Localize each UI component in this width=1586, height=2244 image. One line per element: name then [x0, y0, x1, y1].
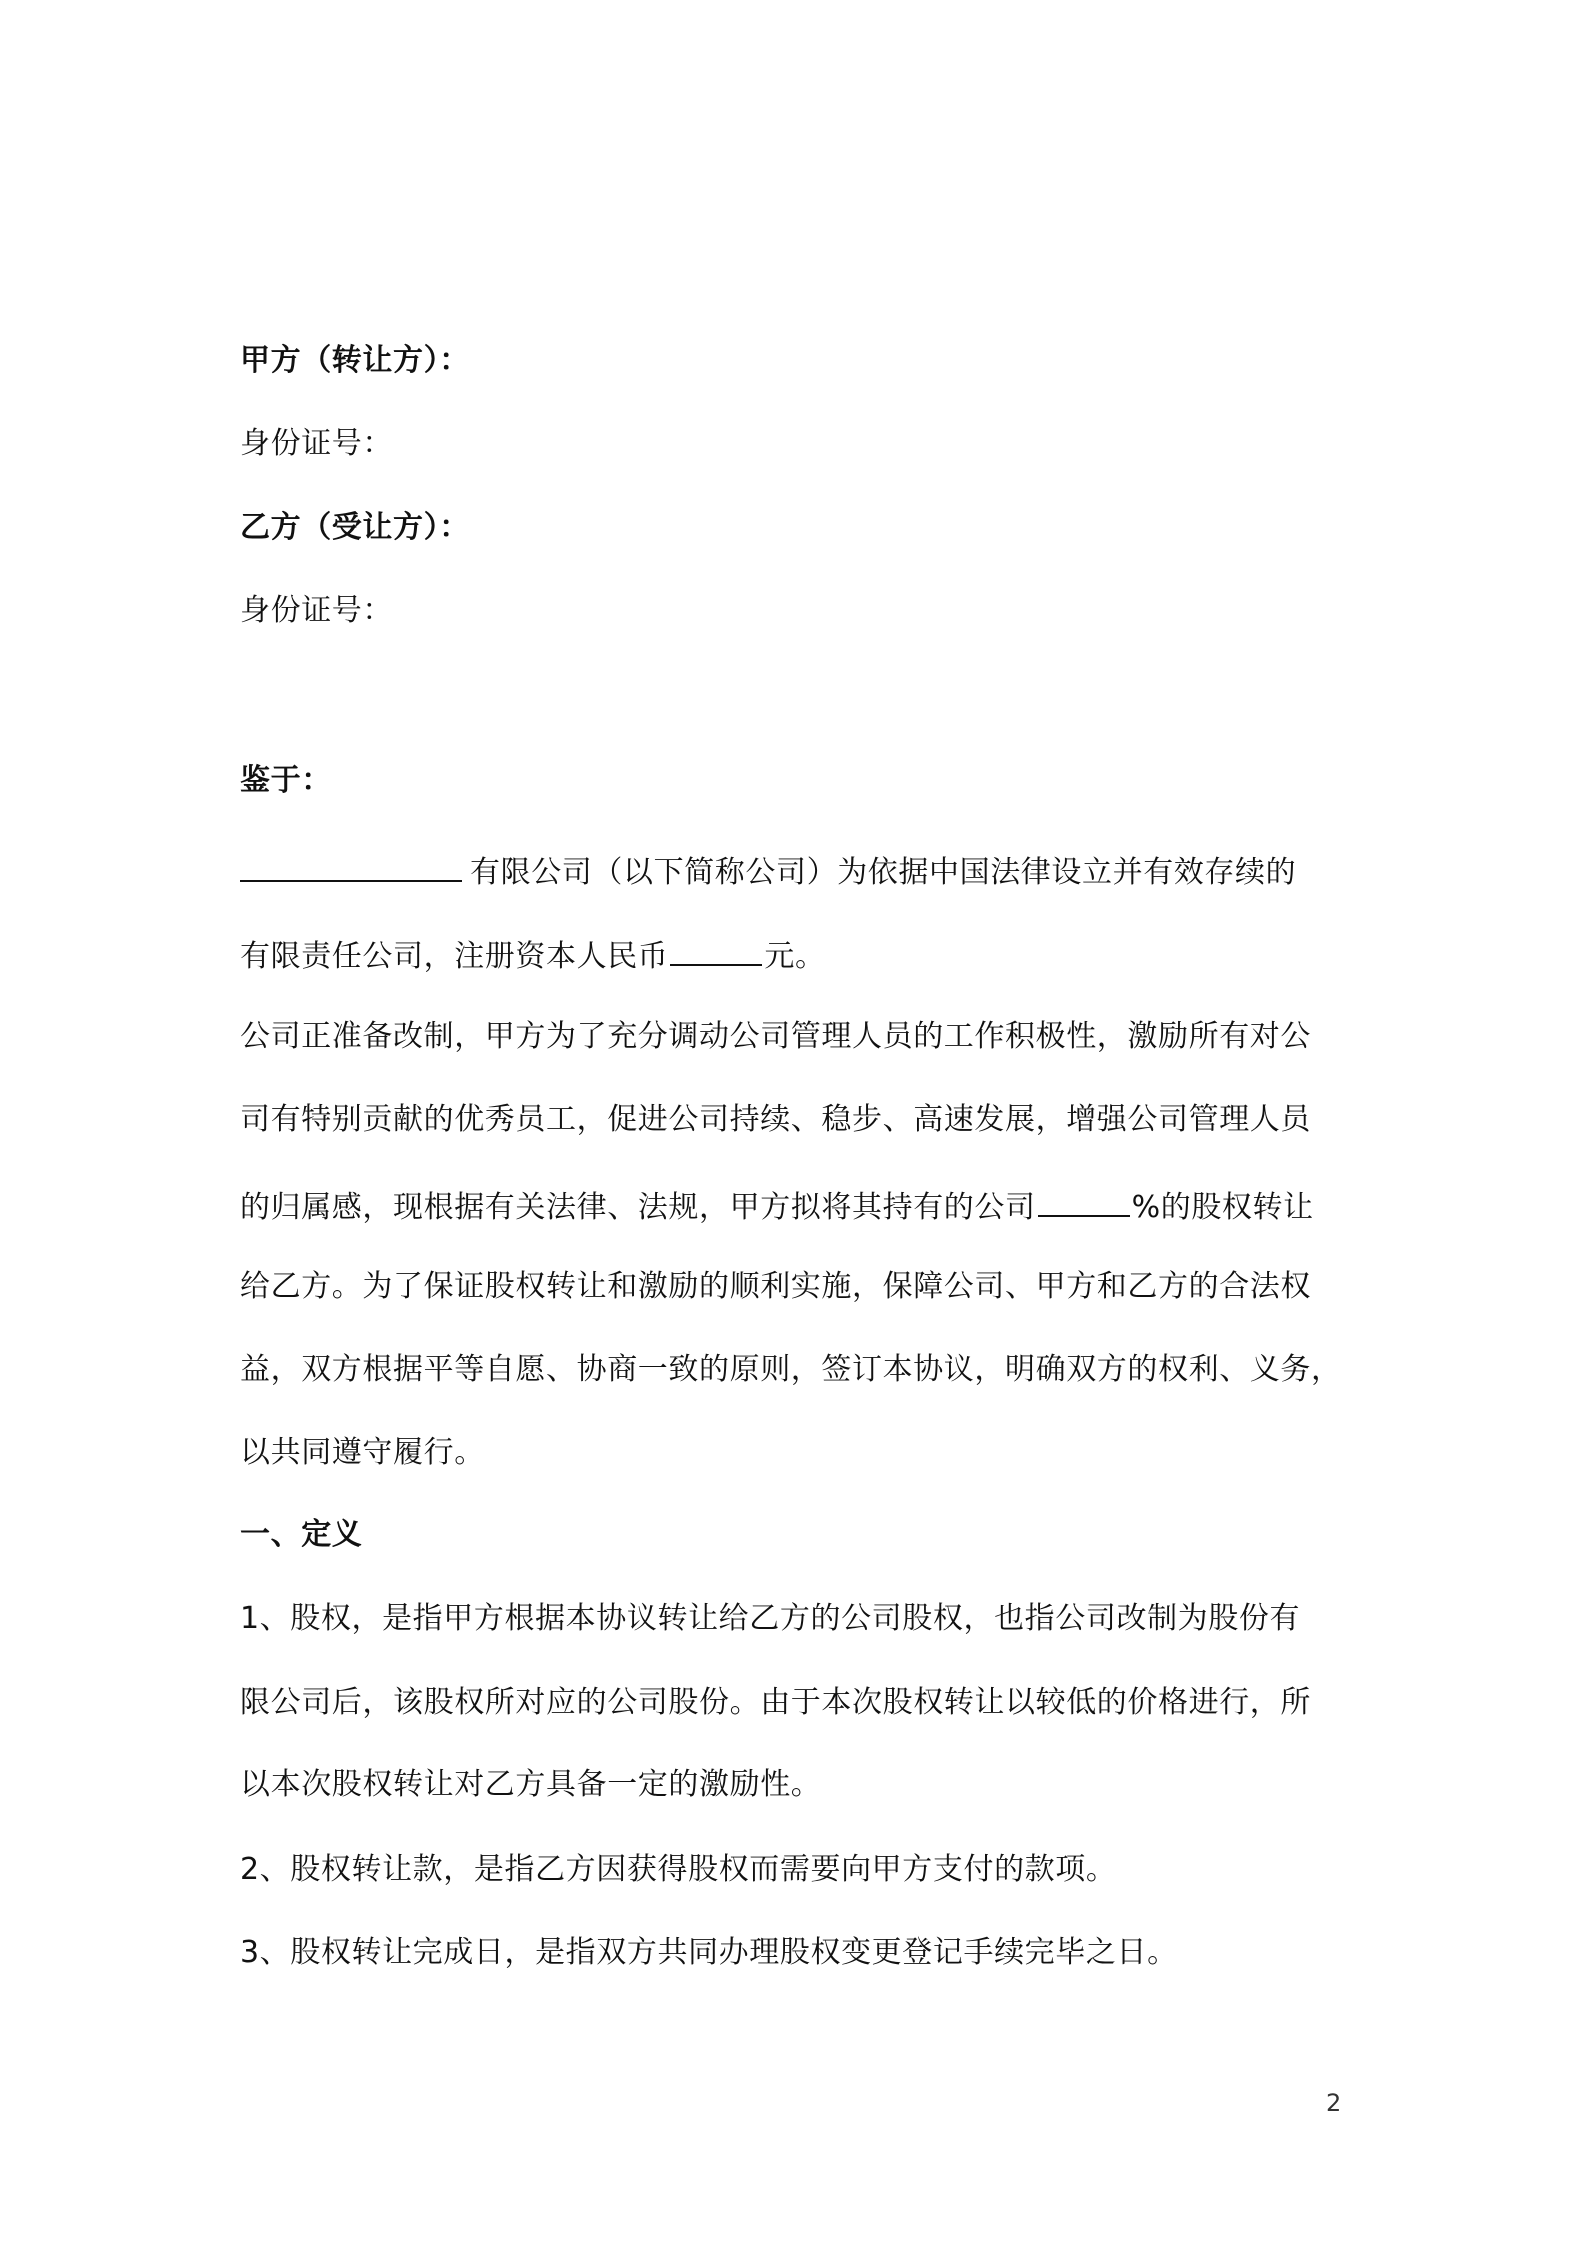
whereas-line-3: 公司正准备改制，甲方为了充分调动公司管理人员的工作积极性，激励所有对公: [240, 1019, 1311, 1054]
whereas-line-2-post: 元。: [764, 939, 826, 974]
whereas-line-1: [240, 850, 1360, 893]
whereas-line-2-pre: 有限责任公司，注册资本人民币: [240, 939, 669, 974]
whereas-line-5-post: %的股权转让: [1131, 1190, 1314, 1225]
whereas-line-7: 益，双方根据平等自愿、协商一致的原则，签订本协议，明确双方的权利、义务，: [240, 1352, 1342, 1387]
party-b-id-label: 身份证号：: [240, 593, 393, 628]
party-b-label: 乙方（受让方）：: [240, 510, 470, 545]
whereas-heading: 鉴于：: [240, 763, 332, 798]
whereas-line-4: 司有特别贡献的优秀员工，促进公司持续、稳步、高速发展，增强公司管理人员: [240, 1102, 1311, 1137]
equity-percent-blank[interactable]: [1038, 1185, 1130, 1217]
definition-2: 2、股权转让款，是指乙方因获得股权而需要向甲方支付的款项。: [240, 1852, 1117, 1887]
whereas-line-2: [240, 934, 1360, 977]
definition-1-line-2: 限公司后，该股权所对应的公司股份。由于本次股权转让以较低的价格进行，所: [240, 1685, 1311, 1720]
company-name-blank[interactable]: [240, 850, 462, 882]
definition-1-line-1: 1、股权，是指甲方根据本协议转让给乙方的公司股权，也指公司改制为股份有: [240, 1601, 1301, 1636]
whereas-line-1-text: 有限公司（以下简称公司）为依据中国法律设立并有效存续的: [470, 855, 1297, 890]
whereas-line-5: [240, 1185, 1360, 1228]
registered-capital-blank[interactable]: [670, 934, 762, 966]
whereas-line-6: 给乙方。为了保证股权转让和激励的顺利实施，保障公司、甲方和乙方的合法权: [240, 1269, 1311, 1304]
party-a-id-label: 身份证号：: [240, 426, 393, 461]
definitions-heading: 一、定义: [240, 1517, 363, 1552]
whereas-line-5-pre: 的归属感，现根据有关法律、法规，甲方拟将其持有的公司: [240, 1190, 1036, 1225]
whereas-line-8: 以共同遵守履行。: [240, 1435, 485, 1470]
party-a-label: 甲方（转让方）：: [240, 343, 470, 378]
definition-3: 3、股权转让完成日，是指双方共同办理股权变更登记手续完毕之日。: [240, 1935, 1178, 1970]
definition-1-line-3: 以本次股权转让对乙方具备一定的激励性。: [240, 1767, 822, 1802]
page-number: 2: [1326, 2089, 1342, 2117]
